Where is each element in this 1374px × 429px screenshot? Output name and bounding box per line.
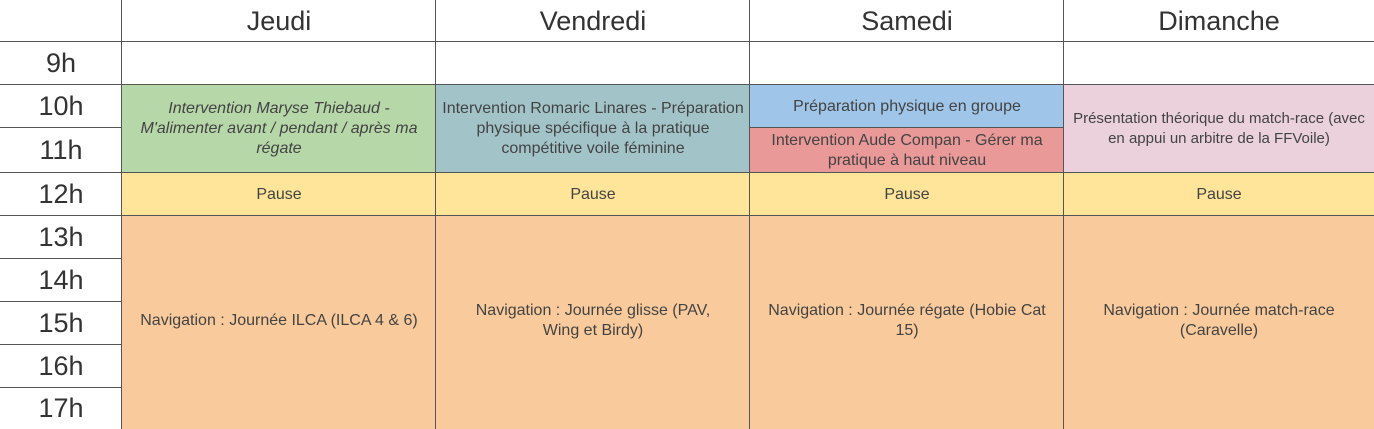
grid-line (750, 127, 1064, 128)
hour-label-13h: 13h (38, 222, 84, 252)
hour-label-16h: 16h (38, 351, 84, 381)
pause-jeudi: Pause (122, 173, 436, 216)
hour-label-15h: 15h (38, 308, 84, 338)
event-vendredi-afternoon: Navigation : Journée glisse (PAV, Wing et Birdy) (436, 216, 750, 429)
grid-line (435, 0, 436, 429)
grid-line (0, 127, 122, 128)
event-dimanche-afternoon: Navigation : Journée match-race (Caravelle) (1064, 216, 1374, 429)
day-header-jeudi: Jeudi (246, 5, 312, 36)
hour-label-12h: 12h (38, 179, 84, 209)
event-dimanche-morning: Présentation théorique du match-race (avec en appui un arbitre de la FFVoile) (1064, 85, 1374, 173)
event-samedi-10h: Préparation physique en groupe (750, 85, 1064, 128)
grid-line (0, 84, 1374, 85)
day-header-vendredi: Vendredi (539, 5, 647, 36)
event-samedi-afternoon: Navigation : Journée régate (Hobie Cat 15) (750, 216, 1064, 429)
day-header-samedi: Samedi (861, 5, 953, 36)
event-samedi-11h: Intervention Aude Compan - Gérer ma pratique à haut niveau (750, 128, 1064, 173)
event-jeudi-morning: Intervention Maryse Thiebaud - M'alimenter avant / pendant / après ma régate (122, 85, 436, 173)
grid-line (0, 344, 122, 345)
grid-line (749, 0, 750, 429)
grid-line (0, 215, 1374, 216)
hour-label-10h: 10h (38, 91, 84, 121)
hour-label-17h: 17h (38, 393, 84, 423)
hour-label-9h: 9h (45, 48, 77, 78)
grid-line (121, 0, 122, 429)
event-jeudi-afternoon: Navigation : Journée ILCA (ILCA 4 & 6) (122, 216, 436, 429)
hour-label-11h: 11h (39, 135, 83, 165)
pause-samedi: Pause (750, 173, 1064, 216)
grid-line (0, 172, 1374, 173)
grid-line (0, 301, 122, 302)
grid-line (0, 41, 1374, 42)
grid-line (1063, 0, 1064, 429)
day-header-dimanche: Dimanche (1158, 5, 1280, 36)
event-vendredi-morning: Intervention Romaric Linares - Préparation physique spécifique à la pratique compétitive voile féminine (436, 85, 750, 173)
hour-label-14h: 14h (38, 265, 84, 295)
grid-line (0, 387, 122, 388)
grid-line (0, 258, 122, 259)
pause-dimanche: Pause (1064, 173, 1374, 216)
pause-vendredi: Pause (436, 173, 750, 216)
